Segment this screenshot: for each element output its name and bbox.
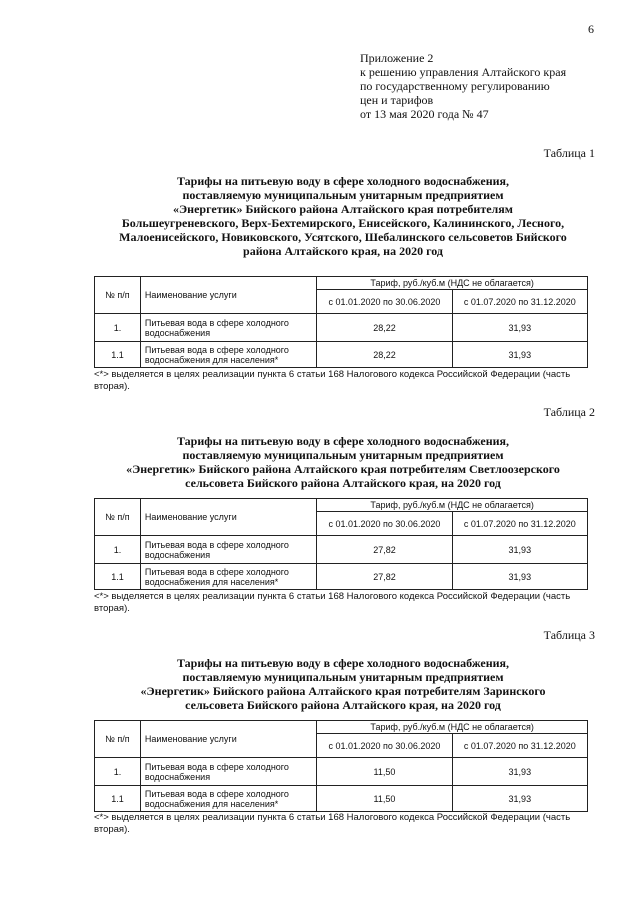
row-num: 1. — [95, 758, 141, 786]
footnote: <*> выделяется в целях реализации пункта 6 статьи 168 Налогового кодекса Российской Федерации (часть вторая). — [94, 591, 571, 614]
title-line: поставляемую муниципальным унитарным предприятием — [182, 188, 504, 202]
row-value-2: 31,93 — [452, 786, 587, 812]
table-row — [95, 564, 588, 590]
title-line: Малоенисейского, Новиковского, Усятского, Шебалинского сельсоветов Бийского — [119, 230, 567, 244]
title-line: Большеугреневского, Верх-Бехтемирского, Енисейского, Калининского, Лесного, — [121, 216, 565, 230]
header-num: № п/п — [95, 499, 141, 536]
title-line: сельсовета Бийского района Алтайского края, на 2020 год — [185, 698, 501, 712]
tariff-table — [94, 498, 588, 590]
title-line: сельсовета Бийского района Алтайского края, на 2020 год — [185, 476, 501, 490]
header-period-1: с 01.01.2020 по 30.06.2020 — [317, 512, 452, 536]
title-line: Тарифы на питьевую воду в сфере холодного водоснабжения, — [176, 656, 510, 670]
row-num: 1.1 — [95, 342, 141, 368]
page-number: 6 — [588, 22, 594, 36]
header-tariff: Тариф, руб./куб.м (НДС не облагается) — [317, 721, 588, 734]
appendix-line: цен и тарифов — [360, 93, 434, 107]
header-name: Наименование услуги — [140, 277, 316, 314]
row-name: Питьевая вода в сфере холодного водоснабжения — [140, 758, 316, 786]
title-line: поставляемую муниципальным унитарным предприятием — [182, 448, 504, 462]
appendix-line: Приложение 2 — [360, 51, 434, 65]
table-row — [95, 536, 588, 564]
row-value-1: 11,50 — [317, 758, 452, 786]
title-line: района Алтайского края, на 2020 год — [243, 244, 443, 258]
header-period-1: с 01.01.2020 по 30.06.2020 — [317, 734, 452, 758]
row-value-2: 31,93 — [452, 564, 587, 590]
row-name: Питьевая вода в сфере холодного водоснабжения для населения* — [140, 786, 316, 812]
tariff-table — [94, 276, 588, 368]
header-name: Наименование услуги — [140, 499, 316, 536]
header-period-2: с 01.07.2020 по 31.12.2020 — [452, 734, 587, 758]
row-num: 1. — [95, 314, 141, 342]
header-name: Наименование услуги — [140, 721, 316, 758]
table-label: Таблица 3 — [543, 628, 595, 642]
title-line: поставляемую муниципальным унитарным предприятием — [182, 670, 504, 684]
row-num: 1.1 — [95, 564, 141, 590]
row-value-1: 28,22 — [317, 342, 452, 368]
appendix-line: от 13 мая 2020 года № 47 — [360, 107, 489, 121]
row-value-1: 27,82 — [317, 536, 452, 564]
table-row — [95, 758, 588, 786]
table-label: Таблица 2 — [543, 405, 595, 419]
row-num: 1. — [95, 536, 141, 564]
header-num: № п/п — [95, 721, 141, 758]
header-tariff: Тариф, руб./куб.м (НДС не облагается) — [317, 277, 588, 290]
appendix-header — [360, 51, 566, 121]
table-title — [90, 174, 596, 258]
row-name: Питьевая вода в сфере холодного водоснабжения для населения* — [140, 564, 316, 590]
row-value-1: 27,82 — [317, 564, 452, 590]
table-label: Таблица 1 — [543, 146, 595, 160]
row-name: Питьевая вода в сфере холодного водоснабжения для населения* — [140, 342, 316, 368]
row-num: 1.1 — [95, 786, 141, 812]
title-line: Тарифы на питьевую воду в сфере холодного водоснабжения, — [176, 434, 510, 448]
header-num: № п/п — [95, 277, 141, 314]
header-period-2: с 01.07.2020 по 31.12.2020 — [452, 512, 587, 536]
row-value-2: 31,93 — [452, 342, 587, 368]
table-row — [95, 786, 588, 812]
appendix-line: по государственному регулированию — [360, 79, 550, 93]
table-row — [95, 314, 588, 342]
appendix-line: к решению управления Алтайского края — [360, 65, 567, 79]
table-title — [90, 434, 596, 490]
row-value-2: 31,93 — [452, 314, 587, 342]
tariff-table — [94, 720, 588, 812]
title-line: «Энергетик» Бийского района Алтайского края потребителям Заринского — [140, 684, 546, 698]
footnote: <*> выделяется в целях реализации пункта 6 статьи 168 Налогового кодекса Российской Федерации (часть вторая). — [94, 369, 571, 392]
footnote: <*> выделяется в целях реализации пункта 6 статьи 168 Налогового кодекса Российской Федерации (часть вторая). — [94, 812, 571, 835]
title-line: «Энергетик» Бийского района Алтайского края потребителям Светлоозерского — [126, 462, 560, 476]
table-row — [95, 342, 588, 368]
row-value-1: 11,50 — [317, 786, 452, 812]
row-value-1: 28,22 — [317, 314, 452, 342]
header-tariff: Тариф, руб./куб.м (НДС не облагается) — [317, 499, 588, 512]
title-line: Тарифы на питьевую воду в сфере холодного водоснабжения, — [176, 174, 510, 188]
header-period-2: с 01.07.2020 по 31.12.2020 — [452, 290, 587, 314]
row-name: Питьевая вода в сфере холодного водоснабжения — [140, 536, 316, 564]
title-line: «Энергетик» Бийского района Алтайского края потребителям — [173, 202, 513, 216]
header-period-1: с 01.01.2020 по 30.06.2020 — [317, 290, 452, 314]
row-name: Питьевая вода в сфере холодного водоснабжения — [140, 314, 316, 342]
row-value-2: 31,93 — [452, 536, 587, 564]
table-title — [90, 656, 596, 712]
row-value-2: 31,93 — [452, 758, 587, 786]
